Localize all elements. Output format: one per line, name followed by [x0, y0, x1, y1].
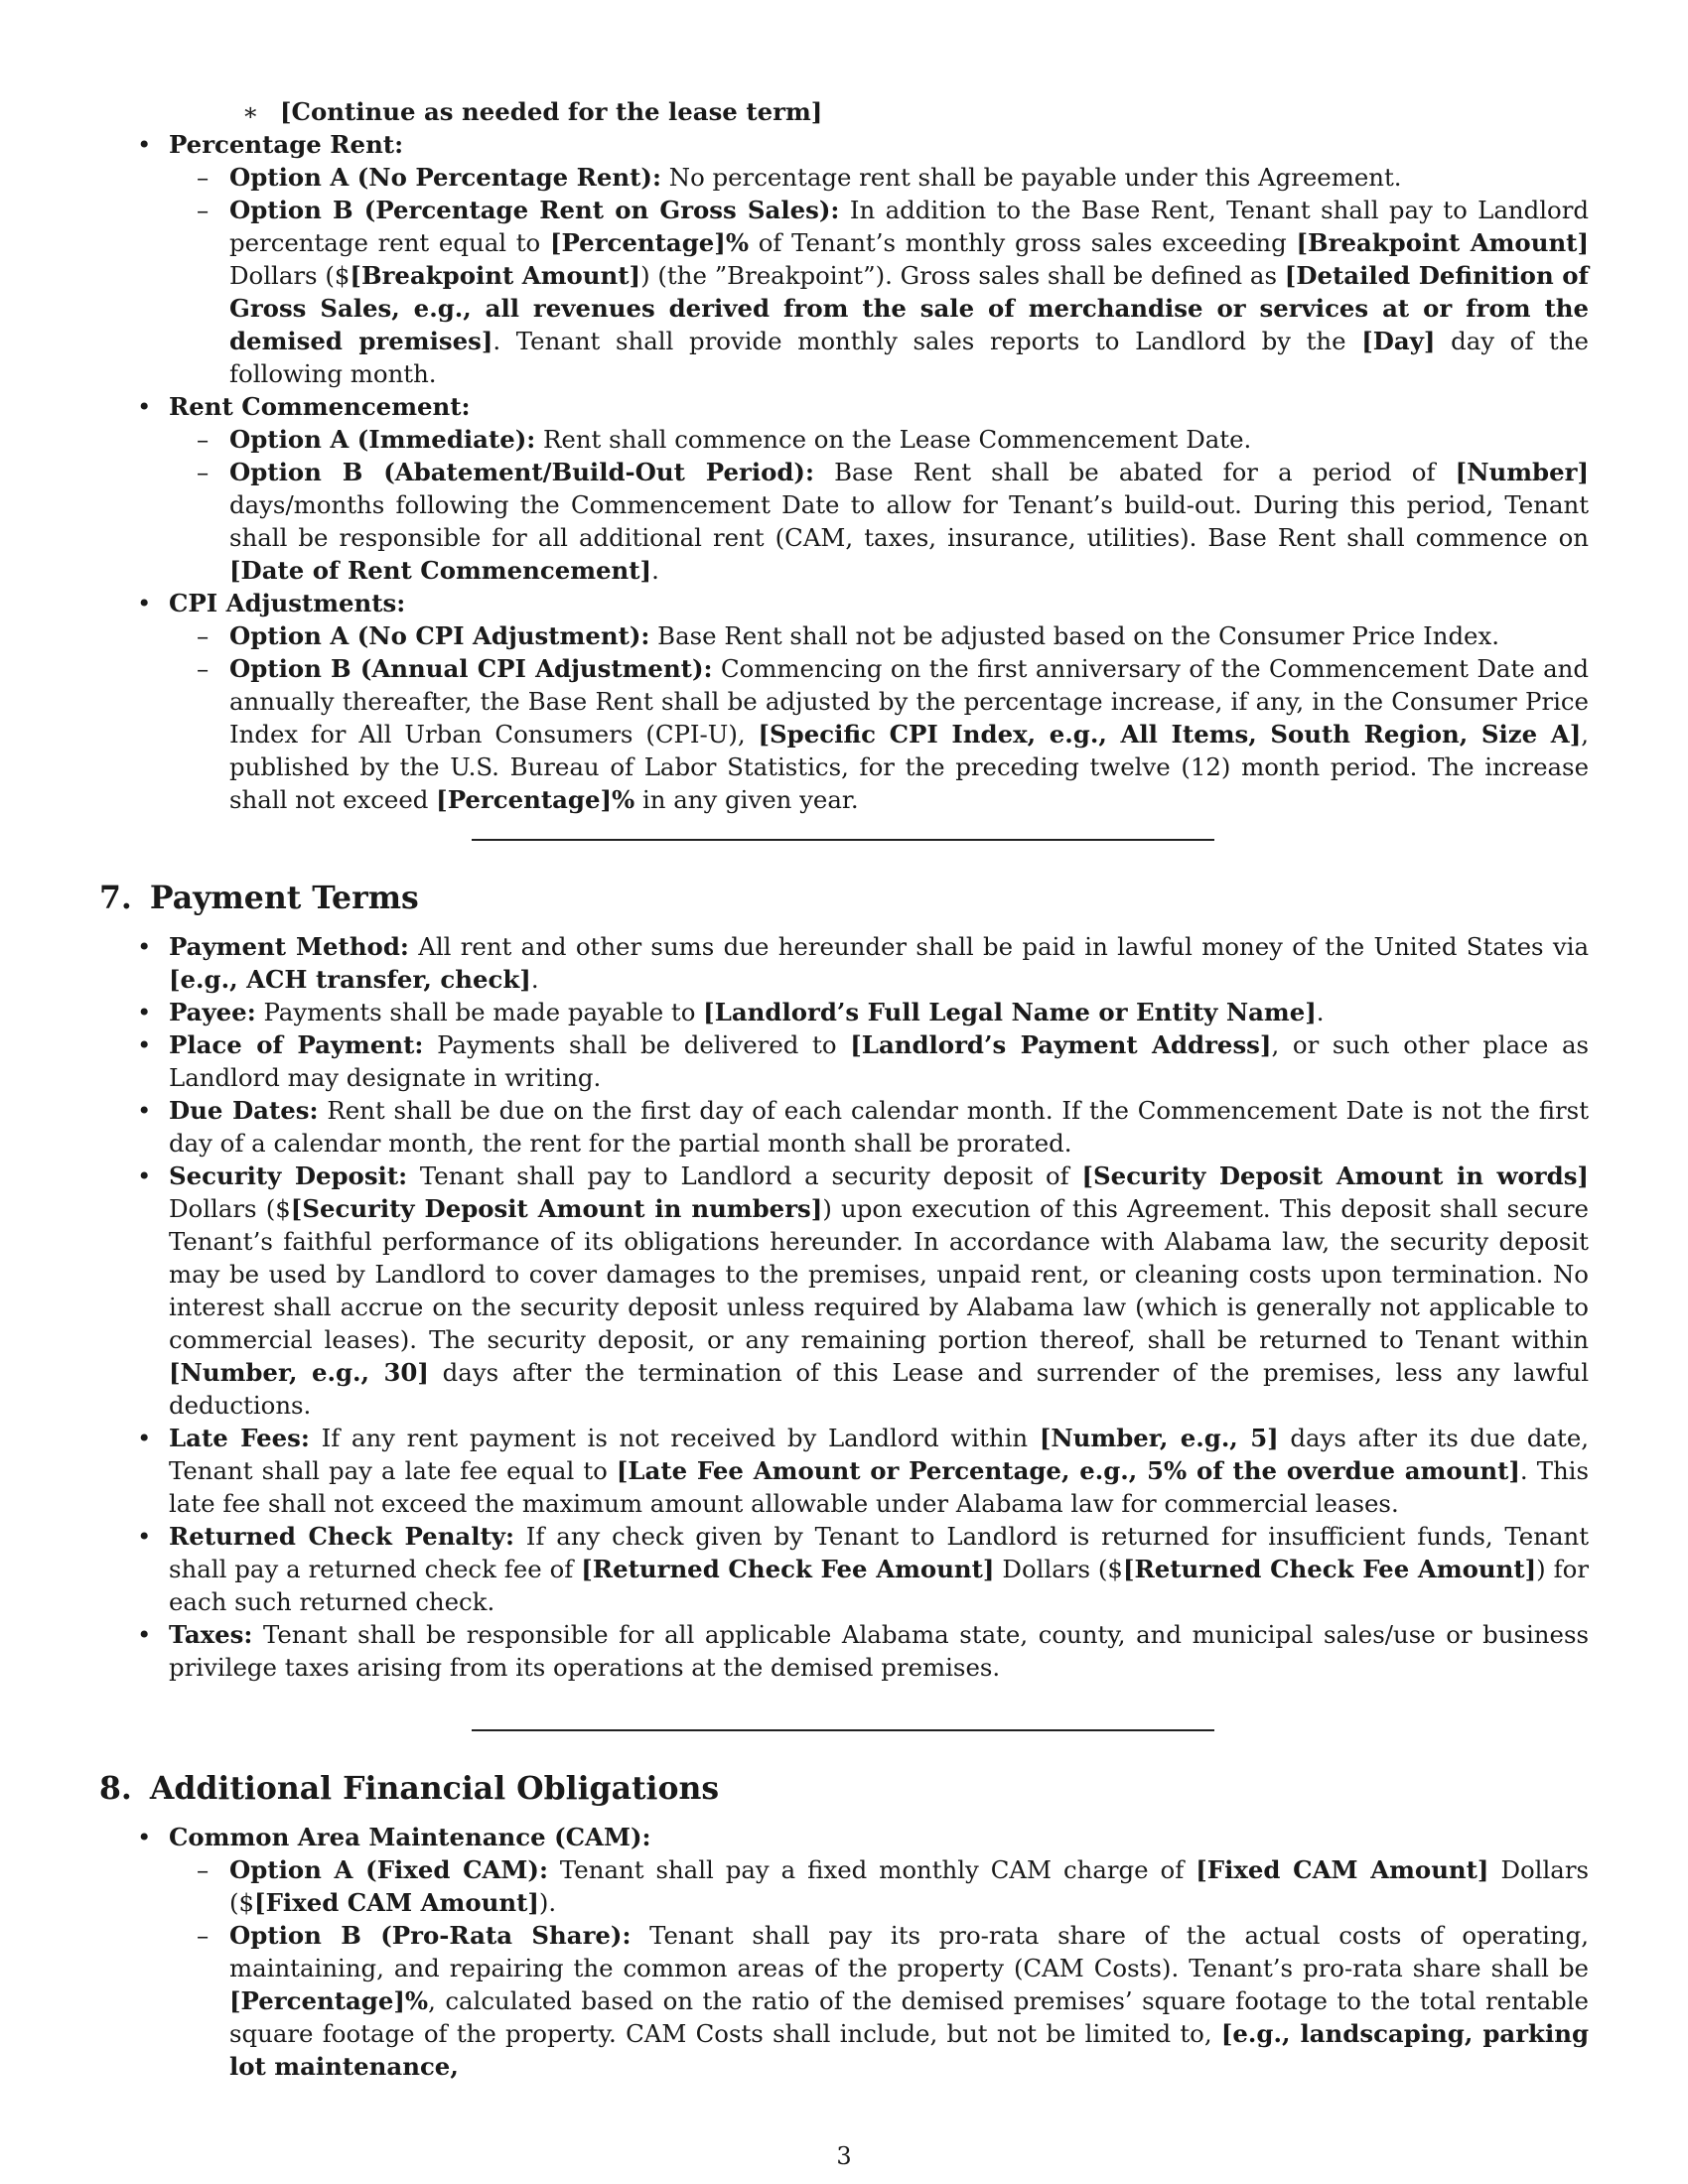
percentage-rent-item: [99, 128, 1589, 390]
placeholder: [Landlord’s Payment Address]: [850, 1030, 1272, 1059]
percentage-rent-label: Percentage Rent:: [169, 130, 404, 159]
cpi-adjustments-label: CPI Adjustments:: [169, 589, 406, 617]
page-number: 3: [836, 2142, 852, 2170]
placeholder: [Date of Rent Commencement]: [229, 556, 652, 585]
rent-commencement-option-a: – Option A (Immediate): Rent shall commence on the Lease Commencement Date.: [169, 423, 1589, 456]
payment-method-item: • Payment Method: All rent and other sums due hereunder shall be paid in lawful money of the United States via [e.g., ACH transfer, check].: [99, 930, 1589, 996]
rent-commencement-option-b: – Option B (Abatement/Build-Out Period): Base Rent shall be abated for a period of [Number] days/months following the Commencement Date to allow for Tenant’s build-out. During this period, Tenant shall be responsible for all additional rent (CAM, taxes, insurance, utilities). Base Rent shall commence on [Date of Rent Commencement].: [169, 456, 1589, 587]
cpi-option-a: – Option A (No CPI Adjustment): Base Rent shall not be adjusted based on the Consumer Price Index.: [169, 619, 1589, 652]
placeholder: [Security Deposit Amount in words]: [1081, 1161, 1589, 1190]
placeholder: [Fixed CAM Amount]: [1196, 1855, 1489, 1884]
placeholder: [Number, e.g., 30]: [169, 1358, 429, 1387]
payment-terms-list: [99, 930, 1589, 1684]
security-deposit-item: • Security Deposit: Tenant shall pay to Landlord a security deposit of [Security Deposit Amount in words] Dollars ($[Security Deposit Amount in numbers]) upon execution of this Agreement. This deposit shall secure Tenant’s faithful performance of its obligations hereunder. In accordance with Alabama law, the security deposit may be used by Landlord to cover damages to the premises, unpaid rent, or cleaning costs upon termination. No interest shall accrue on the security deposit unless required by Alabama law (which is generally not applicable to commercial leases). The security deposit, or any remaining portion thereof, shall be returned to Tenant within [Number, e.g., 30] days after the termination of this Lease and surrender of the premises, less any lawful deductions.: [99, 1160, 1589, 1422]
cam-label: Common Area Maintenance (CAM):: [169, 1823, 651, 1851]
placeholder: [Returned Check Fee Amount]: [1122, 1555, 1537, 1583]
continuation-list: [99, 95, 1589, 816]
placeholder: [Fixed CAM Amount]: [254, 1888, 539, 1917]
returned-check-item: • Returned Check Penalty: If any check given by Tenant to Landlord is returned for insufficient funds, Tenant shall pay a returned check fee of [Returned Check Fee Amount] Dollars ($[Returned Check Fee Amount]) for each such returned check.: [99, 1520, 1589, 1618]
additional-obligations-list: [99, 1821, 1589, 2083]
placeholder: [Percentage]%: [549, 228, 750, 257]
taxes-item: • Taxes: Tenant shall be responsible for all applicable Alabama state, county, and municipal sales/use or business privilege taxes arising from its operations at the demised premises.: [99, 1618, 1589, 1684]
percentage-rent-option-a: – Option A (No Percentage Rent): No percentage rent shall be payable under this Agreement.: [169, 161, 1589, 194]
cam-option-b: – Option B (Pro-Rata Share): Tenant shall pay its pro-rata share of the actual costs of operating, maintaining, and repairing the common areas of the property (CAM Costs). Tenant’s pro-rata share shall be [Percentage]%, calculated based on the ratio of the demised premises’ square footage to the total rentable square footage of the property. CAM Costs shall include, but not be limited to, [e.g., landscaping, parking lot maintenance,: [169, 1919, 1589, 2083]
percentage-rent-option-b: – Option B (Percentage Rent on Gross Sales): In addition to the Base Rent, Tenant shall pay to Landlord percentage rent equal to [Percentage]% of Tenant’s monthly gross sales exceeding [Breakpoint Amount] Dollars ($[Breakpoint Amount]) (the ”Breakpoint”). Gross sales shall be defined as [Detailed Definition of Gross Sales, e.g., all revenues derived from the sale of merchandise or services at or from the demised premises]. Tenant shall provide monthly sales reports to Landlord by the [Day] day of the following month.: [169, 194, 1589, 390]
placeholder: [Breakpoint Amount]: [350, 261, 641, 290]
placeholder: [Percentage]%: [436, 785, 635, 814]
placeholder: [Number, e.g., 5]: [1039, 1424, 1279, 1452]
cpi-option-b: – Option B (Annual CPI Adjustment): Commencing on the first anniversary of the Commencement Date and annually thereafter, the Base Rent shall be adjusted by the percentage increase, if any, in the Consumer Price Index for All Urban Consumers (CPI-U), [Specific CPI Index, e.g., All Items, South Region, Size A], published by the U.S. Bureau of Labor Statistics, for the preceding twelve (12) month period. The increase shall not exceed [Percentage]% in any given year.: [169, 652, 1589, 816]
continuation-item: ∗ [Continue as needed for the lease term]: [99, 95, 1589, 128]
placeholder: [Returned Check Fee Amount]: [581, 1555, 995, 1583]
placeholder: [Detailed Definition of Gross Sales, e.g., all revenues derived from the sale of merchandise or services at or from the demised premises]: [229, 261, 1589, 355]
due-dates-item: • Due Dates: Rent shall be due on the first day of each calendar month. If the Commencement Date is not the first day of a calendar month, the rent for the partial month shall be prorated.: [99, 1094, 1589, 1160]
section-8-heading: 8. Additional Financial Obligations: [99, 1770, 720, 1807]
late-fees-item: • Late Fees: If any rent payment is not received by Landlord within [Number, e.g., 5] days after its due date, Tenant shall pay a late fee equal to [Late Fee Amount or Percentage, e.g., 5% of the overdue amount]. This late fee shall not exceed the maximum amount allowable under Alabama law for commercial leases.: [99, 1422, 1589, 1520]
placeholder: [Percentage]%: [229, 1986, 429, 2015]
placeholder: [Landlord’s Full Legal Name or Entity Name]: [703, 998, 1317, 1026]
placeholder: [e.g., landscaping, parking lot maintenance,: [229, 2019, 1590, 2081]
placeholder: [Day]: [1361, 327, 1436, 355]
placeholder: [Security Deposit Amount in numbers]: [290, 1194, 823, 1223]
rent-commencement-item: [99, 390, 1589, 587]
payee-item: • Payee: Payments shall be made payable to [Landlord’s Full Legal Name or Entity Name].: [99, 996, 1589, 1028]
section-divider: [472, 839, 1214, 841]
cam-option-a: – Option A (Fixed CAM): Tenant shall pay a fixed monthly CAM charge of [Fixed CAM Amount] Dollars ($[Fixed CAM Amount]).: [169, 1853, 1589, 1919]
placeholder: [Specific CPI Index, e.g., All Items, South Region, Size A]: [758, 720, 1582, 749]
placeholder: [Number]: [1455, 458, 1589, 486]
place-of-payment-item: • Place of Payment: Payments shall be delivered to [Landlord’s Payment Address], or such other place as Landlord may designate in writing.: [99, 1028, 1589, 1094]
placeholder: [e.g., ACH transfer, check]: [169, 965, 531, 994]
rent-commencement-label: Rent Commencement:: [169, 392, 471, 421]
section-7-heading: 7. Payment Terms: [99, 880, 419, 916]
cpi-adjustments-item: [99, 587, 1589, 816]
placeholder: [Breakpoint Amount]: [1296, 228, 1589, 257]
placeholder: [Late Fee Amount or Percentage, e.g., 5% of the overdue amount]: [616, 1456, 1520, 1485]
cam-item: [99, 1821, 1589, 2083]
document-body: [99, 95, 1589, 2083]
section-divider: [472, 1729, 1214, 1731]
